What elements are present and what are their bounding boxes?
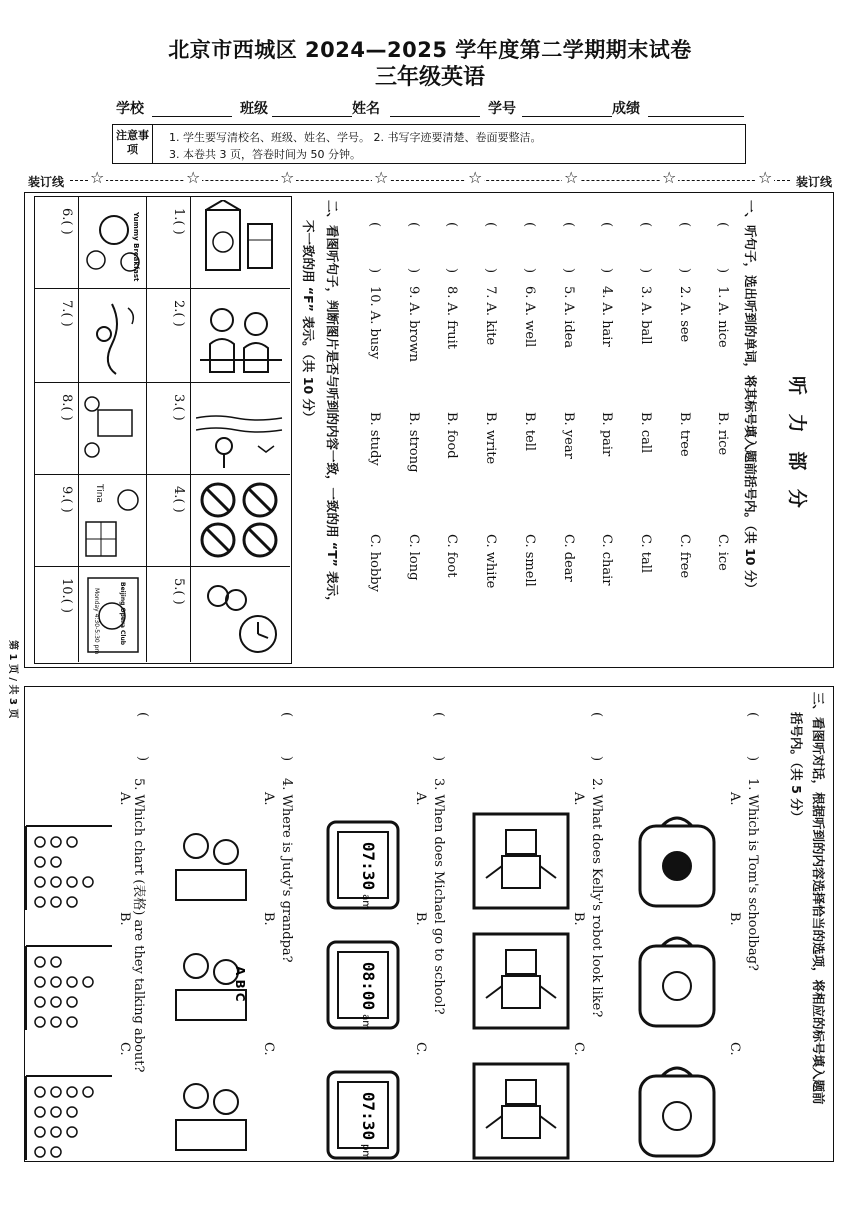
clock-option-c-picture[interactable] [308, 1056, 418, 1166]
svg-text:am: am [360, 1014, 371, 1030]
opera-poster-picture [82, 572, 144, 658]
part2-instruction-2: 不一致的用 “F” 表示。（共 10 分） [301, 220, 316, 424]
option-c: C. dear [561, 534, 576, 582]
answer-paren-close[interactable]: ) [522, 268, 537, 274]
option-label-b[interactable]: B. [727, 912, 742, 926]
option-c: C. smell [522, 534, 537, 587]
option-a: 9. A. brown [406, 286, 421, 363]
answer-paren-open[interactable]: ( [599, 222, 614, 228]
part3-instruction-1: 三、看图听对话，根据听到的内容选择恰当的选项，将相应的标号填入题前 [811, 692, 826, 1105]
exam-subtitle: 三年级英语 [374, 65, 485, 90]
option-a: 2. A. see [677, 286, 692, 343]
answer-blank-5[interactable]: 5.( ) [171, 578, 186, 605]
option-a: 6. A. well [522, 286, 537, 348]
opera-text-2: Monday 4:30-5:30 pm [93, 588, 100, 655]
grid-line [34, 566, 290, 567]
grid-line [34, 474, 290, 475]
option-label-c[interactable]: C. [413, 1042, 428, 1056]
option-a: 8. A. fruit [444, 286, 459, 349]
question-3: 3. When does Michael go to school? [431, 778, 446, 1015]
scene-option-a-picture[interactable] [156, 806, 266, 916]
question-5: 5. Which chart (表格) are they talking about? [131, 778, 146, 1073]
answer-paren-close[interactable]: ) [406, 268, 421, 274]
svg-text:08:00: 08:00 [359, 961, 378, 1011]
field-class-label: 班级 [240, 101, 268, 117]
chart-option-c-picture[interactable] [12, 1056, 122, 1166]
option-b: B. pair [599, 412, 614, 457]
answer-paren-close[interactable]: ) [483, 268, 498, 274]
option-label-b[interactable]: B. [413, 912, 428, 926]
option-b: B. food [444, 412, 459, 459]
grid-line [190, 196, 191, 662]
svg-text:am: am [360, 894, 371, 910]
option-a: 4. A. hair [599, 286, 614, 347]
binding-dash [70, 180, 790, 181]
option-label-c[interactable]: C. [261, 1042, 276, 1056]
star-icon: ☆ [468, 168, 483, 187]
scene-option-c-picture[interactable] [156, 1056, 266, 1166]
option-b: B. tell [522, 412, 537, 452]
binding-line [0, 170, 860, 190]
option-label-a[interactable]: A. [261, 792, 276, 806]
robot-option-a-picture[interactable] [466, 806, 576, 916]
option-label-a[interactable]: A. [571, 792, 586, 806]
notice-box [112, 124, 746, 164]
option-b: B. study [367, 412, 382, 466]
option-label-b[interactable]: B. [571, 912, 586, 926]
answer-blank-8[interactable]: 8.( ) [59, 394, 74, 421]
option-c: C. foot [444, 534, 459, 578]
student-info-row [112, 98, 752, 120]
svg-text:07:30: 07:30 [359, 1091, 378, 1141]
bag-option-b-picture[interactable] [622, 926, 732, 1036]
option-label-b[interactable]: B. [261, 912, 276, 926]
bag-option-c-picture[interactable] [622, 1056, 732, 1166]
option-c: C. ice [715, 534, 730, 571]
question-1: 1. Which is Tom's schoolbag? [745, 778, 760, 971]
grid-line [146, 196, 147, 662]
answer-paren-open[interactable]: ( [715, 222, 730, 228]
chart-option-b-picture[interactable] [12, 926, 122, 1036]
binding-label-left: 装订线 [28, 175, 65, 189]
star-icon: ☆ [186, 168, 201, 187]
answer-paren-open[interactable]: ( [367, 222, 382, 228]
answer-paren-open[interactable]: ( [561, 222, 576, 228]
option-c: C. white [483, 534, 498, 589]
tina-weather-picture [82, 480, 144, 562]
star-icon: ☆ [758, 168, 773, 187]
answer-paren-open[interactable]: ( [406, 222, 421, 228]
page-footer: 第 1 页 / 共 3 页 [7, 640, 18, 719]
answer-paren-open[interactable]: ( [135, 712, 150, 718]
exam-title: 北京市西城区 2024—2025 学年度第二学期期末试卷 [168, 38, 692, 62]
option-label-c[interactable]: C. [571, 1042, 586, 1056]
option-b: B. year [561, 412, 576, 459]
field-school-label: 学校 [116, 101, 144, 117]
answer-paren-close[interactable]: ) [431, 756, 446, 762]
opera-text-1: Beijing Opera Club [119, 582, 126, 646]
field-score-label: 成绩 [612, 101, 640, 117]
answer-paren-open[interactable]: ( [522, 222, 537, 228]
option-a: 1. A. nice [715, 286, 730, 348]
field-class-line[interactable] [272, 116, 352, 117]
answer-paren-close[interactable]: ) [444, 268, 459, 274]
no-sign-picture [196, 480, 286, 562]
children-notice-picture [82, 388, 144, 470]
answer-blank-2[interactable]: 2.( ) [171, 300, 186, 327]
beach-picture [196, 388, 286, 470]
grid-line [34, 382, 290, 383]
option-label-a[interactable]: A. [413, 792, 428, 806]
notice-label: 注意事项 [113, 125, 153, 163]
option-a: 7. A. kite [483, 286, 498, 346]
star-icon: ☆ [374, 168, 389, 187]
notice-line-2: 3. 本卷共 3 页，答卷时间为 50 分钟。 [169, 148, 361, 161]
option-a: 5. A. idea [561, 286, 576, 349]
field-name-label: 姓名 [352, 101, 380, 117]
option-b: B. call [638, 412, 653, 454]
answer-paren-close[interactable]: ) [599, 268, 614, 274]
option-a: 3. A. ball [638, 286, 653, 345]
option-label-c[interactable]: C. [727, 1042, 742, 1056]
grid-line [34, 288, 290, 289]
robot-option-b-picture[interactable] [466, 926, 576, 1036]
robot-option-c-picture[interactable] [466, 1056, 576, 1166]
option-c: C. chair [599, 534, 614, 586]
answer-paren-close[interactable]: ) [745, 756, 760, 762]
yummy-text: Yummy Breakfast [132, 212, 140, 282]
field-school-line[interactable] [152, 116, 232, 117]
option-label-c[interactable]: C. [117, 1042, 132, 1056]
star-icon: ☆ [662, 168, 677, 187]
binding-label-right: 装订线 [796, 175, 833, 189]
part1-instruction: 一、听句子，选出听到的单词，将其标号填入题前括号内。（共 10 分） [743, 200, 758, 595]
clock-children-picture [196, 572, 286, 658]
part3-instruction-2: 括号内。（共 5 分） [789, 712, 804, 824]
children-studying-picture [196, 294, 286, 378]
juice-milk-picture [196, 200, 286, 284]
svg-text:A B C: A B C [233, 966, 247, 1002]
field-id-line[interactable] [522, 116, 612, 117]
option-c: C. tall [638, 534, 653, 574]
section-title: 听 力 部 分 [786, 376, 808, 514]
option-c: C. free [677, 534, 692, 579]
answer-blank-6[interactable]: 6.( ) [59, 208, 74, 235]
grid-line [78, 196, 79, 662]
star-icon: ☆ [564, 168, 579, 187]
scene-option-b-picture[interactable] [156, 926, 266, 1036]
answer-blank-4[interactable]: 4.( ) [171, 486, 186, 513]
option-b: B. strong [406, 412, 421, 473]
answer-paren-open[interactable]: ( [431, 712, 446, 718]
answer-paren-open[interactable]: ( [677, 222, 692, 228]
monkey-poster-picture [82, 294, 144, 378]
bag-option-a-picture[interactable] [622, 806, 732, 916]
chart-option-a-picture[interactable] [12, 806, 122, 916]
field-name-line[interactable] [390, 116, 480, 117]
svg-text:pm: pm [360, 1143, 371, 1161]
answer-paren-open[interactable]: ( [279, 712, 294, 718]
answer-paren-close[interactable]: ) [638, 268, 653, 274]
answer-paren-close[interactable]: ) [279, 756, 294, 762]
answer-blank-1[interactable]: 1.( ) [171, 208, 186, 235]
star-icon: ☆ [280, 168, 295, 187]
answer-paren-close[interactable]: ) [367, 268, 382, 274]
clock-option-b-picture[interactable] [308, 926, 418, 1036]
answer-paren-close[interactable]: ) [135, 756, 150, 762]
option-label-a[interactable]: A. [727, 792, 742, 806]
option-a: 10. A. busy [367, 286, 382, 360]
answer-paren-close[interactable]: ) [715, 268, 730, 274]
option-c: C. hobby [367, 534, 382, 592]
option-c: C. long [406, 534, 421, 581]
svg-text:07:30: 07:30 [359, 841, 378, 891]
answer-paren-open[interactable]: ( [589, 712, 604, 718]
clock-option-a-picture[interactable] [308, 806, 418, 916]
option-label-a[interactable]: A. [117, 792, 132, 806]
answer-blank-3[interactable]: 3.( ) [171, 394, 186, 421]
answer-paren-open[interactable]: ( [638, 222, 653, 228]
answer-paren-close[interactable]: ) [589, 756, 604, 762]
option-label-b[interactable]: B. [117, 912, 132, 926]
answer-blank-9[interactable]: 9.( ) [59, 486, 74, 513]
field-id-label: 学号 [488, 101, 516, 117]
notice-line-1: 1. 学生要写清校名、班级、姓名、学号。 2. 书写字迹要清楚、卷面要整洁。 [169, 131, 542, 144]
option-b: B. rice [715, 412, 730, 456]
option-b: B. tree [677, 412, 692, 457]
option-b: B. write [483, 412, 498, 465]
question-4: 4. Where is Judy's grandpa? [279, 778, 294, 963]
answer-paren-close[interactable]: ) [561, 268, 576, 274]
answer-paren-open[interactable]: ( [444, 222, 459, 228]
answer-paren-open[interactable]: ( [483, 222, 498, 228]
answer-paren-open[interactable]: ( [745, 712, 760, 718]
question-2: 2. What does Kelly's robot look like? [589, 778, 604, 1018]
answer-paren-close[interactable]: ) [677, 268, 692, 274]
field-score-line[interactable] [648, 116, 744, 117]
part2-instruction-1: 二、看图听句子，判断图片是否与听到的内容一致，一致的用 “T” 表示， [325, 200, 340, 609]
answer-blank-7[interactable]: 7.( ) [59, 300, 74, 327]
answer-blank-10[interactable]: 10.( ) [59, 578, 74, 613]
star-icon: ☆ [90, 168, 105, 187]
tina-text: Tina [94, 484, 104, 503]
